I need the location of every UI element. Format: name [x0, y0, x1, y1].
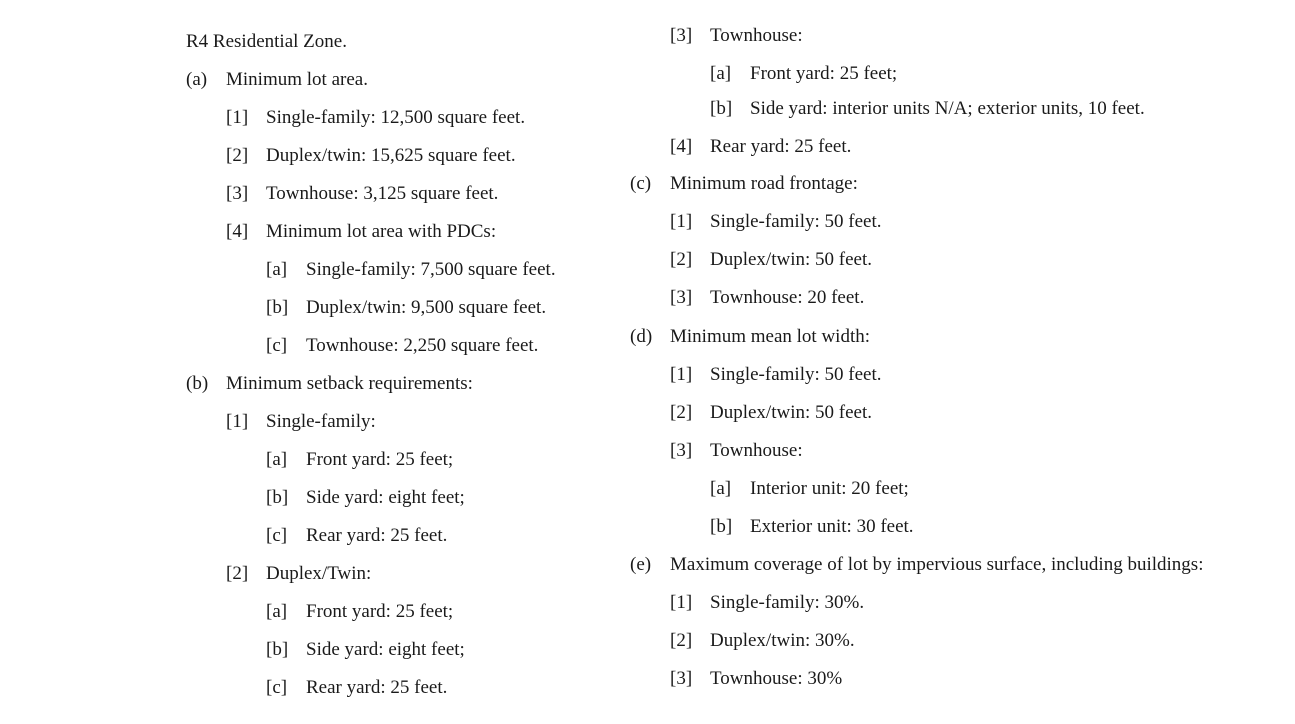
subitem-text: Front yard: 25 feet;	[750, 63, 898, 84]
section-text: Minimum mean lot width:	[670, 326, 871, 347]
item-label: [4]	[670, 136, 693, 157]
item-label: [1]	[670, 211, 693, 232]
section-text: Minimum setback requirements:	[226, 373, 473, 394]
section-label: (b)	[186, 373, 209, 394]
subitem-label: [b]	[266, 639, 289, 660]
subitem-label: [c]	[266, 335, 288, 356]
subitem-text: Duplex/twin: 9,500 square feet.	[306, 297, 547, 318]
item-e1	[670, 592, 864, 614]
item-a1	[226, 107, 525, 129]
section-label: (a)	[186, 69, 208, 90]
subitem-label: [a]	[266, 449, 288, 470]
item-label: [3]	[226, 183, 249, 204]
item-c1	[670, 211, 881, 233]
item-label: [1]	[670, 592, 693, 613]
item-text: Duplex/Twin:	[266, 563, 372, 584]
section-d	[630, 326, 870, 348]
item-label: [3]	[670, 668, 693, 689]
item-text: Single-family: 50 feet.	[710, 211, 882, 232]
section-e	[630, 554, 1203, 576]
section-c	[630, 173, 858, 195]
section-text: Minimum lot area.	[226, 69, 368, 90]
item-label: [2]	[226, 145, 249, 166]
item-text: Townhouse: 20 feet.	[710, 287, 865, 308]
subitem-a4c	[266, 335, 538, 357]
subitem-b3a	[710, 63, 897, 85]
zone-title	[186, 31, 347, 53]
section-label: (c)	[630, 173, 652, 194]
item-e3	[670, 668, 842, 690]
section-text: Maximum coverage of lot by impervious surface, including buildings:	[670, 554, 1204, 575]
item-label: [3]	[670, 440, 693, 461]
item-e2	[670, 630, 855, 652]
subitem-b1b	[266, 487, 465, 509]
item-c3	[670, 287, 864, 309]
subitem-label: [b]	[266, 297, 289, 318]
item-b1	[226, 411, 376, 433]
item-text: Duplex/twin: 30%.	[710, 630, 855, 651]
subitem-text: Exterior unit: 30 feet.	[750, 516, 914, 537]
section-b	[186, 373, 473, 395]
item-label: [2]	[670, 249, 693, 270]
item-text: Rear yard: 25 feet.	[710, 136, 852, 157]
item-label: [1]	[226, 411, 249, 432]
item-text: Duplex/twin: 15,625 square feet.	[266, 145, 516, 166]
subitem-label: [c]	[266, 525, 288, 546]
subitem-label: [b]	[266, 487, 289, 508]
subitem-label: [a]	[266, 259, 288, 280]
subitem-text: Front yard: 25 feet;	[306, 601, 454, 622]
subitem-a4b	[266, 297, 546, 319]
subitem-text: Single-family: 7,500 square feet.	[306, 259, 556, 280]
item-d2	[670, 402, 872, 424]
item-d3	[670, 440, 803, 462]
subitem-label: [a]	[710, 478, 732, 499]
section-label: (d)	[630, 326, 653, 347]
subitem-a4a	[266, 259, 556, 281]
subitem-label: [b]	[710, 98, 733, 119]
subitem-label: [c]	[266, 677, 288, 698]
section-text: Minimum road frontage:	[670, 173, 858, 194]
item-text: Townhouse:	[710, 440, 803, 461]
subitem-text: Rear yard: 25 feet.	[306, 525, 448, 546]
item-a3	[226, 183, 498, 205]
subitem-b1a	[266, 449, 453, 471]
subitem-d3a	[710, 478, 909, 500]
item-a4	[226, 221, 496, 243]
item-a2	[226, 145, 516, 167]
item-d1	[670, 364, 881, 386]
item-text: Minimum lot area with PDCs:	[266, 221, 497, 242]
item-label: [4]	[226, 221, 249, 242]
subitem-text: Front yard: 25 feet;	[306, 449, 454, 470]
subitem-text: Side yard: eight feet;	[306, 487, 465, 508]
section-a	[186, 69, 368, 91]
item-text: Townhouse: 30%	[710, 668, 843, 689]
item-label: [1]	[670, 364, 693, 385]
zone-title-text: R4 Residential Zone.	[186, 31, 347, 52]
subitem-text: Side yard: interior units N/A; exterior units, 10 feet.	[750, 98, 1145, 119]
item-b2	[226, 563, 371, 585]
item-b3	[670, 25, 803, 47]
item-text: Townhouse:	[710, 25, 803, 46]
item-text: Single-family: 30%.	[710, 592, 865, 613]
item-label: [3]	[670, 287, 693, 308]
item-text: Single-family:	[266, 411, 376, 432]
item-text: Townhouse: 3,125 square feet.	[266, 183, 499, 204]
item-c2	[670, 249, 872, 271]
item-label: [2]	[226, 563, 249, 584]
item-label: [2]	[670, 630, 693, 651]
item-text: Duplex/twin: 50 feet.	[710, 249, 872, 270]
subitem-text: Side yard: eight feet;	[306, 639, 465, 660]
item-text: Duplex/twin: 50 feet.	[710, 402, 872, 423]
item-text: Single-family: 12,500 square feet.	[266, 107, 526, 128]
subitem-b2b	[266, 639, 465, 661]
subitem-label: [a]	[266, 601, 288, 622]
subitem-text: Townhouse: 2,250 square feet.	[306, 335, 539, 356]
subitem-text: Rear yard: 25 feet.	[306, 677, 448, 698]
item-b4	[670, 136, 851, 158]
section-label: (e)	[630, 554, 652, 575]
item-label: [1]	[226, 107, 249, 128]
subitem-label: [b]	[710, 516, 733, 537]
item-label: [3]	[670, 25, 693, 46]
subitem-b1c	[266, 525, 447, 547]
subitem-b3b	[710, 98, 1145, 120]
subitem-d3b	[710, 516, 914, 538]
item-text: Single-family: 50 feet.	[710, 364, 882, 385]
subitem-text: Interior unit: 20 feet;	[750, 478, 909, 499]
item-label: [2]	[670, 402, 693, 423]
subitem-b2a	[266, 601, 453, 623]
subitem-label: [a]	[710, 63, 732, 84]
subitem-b2c	[266, 677, 447, 699]
